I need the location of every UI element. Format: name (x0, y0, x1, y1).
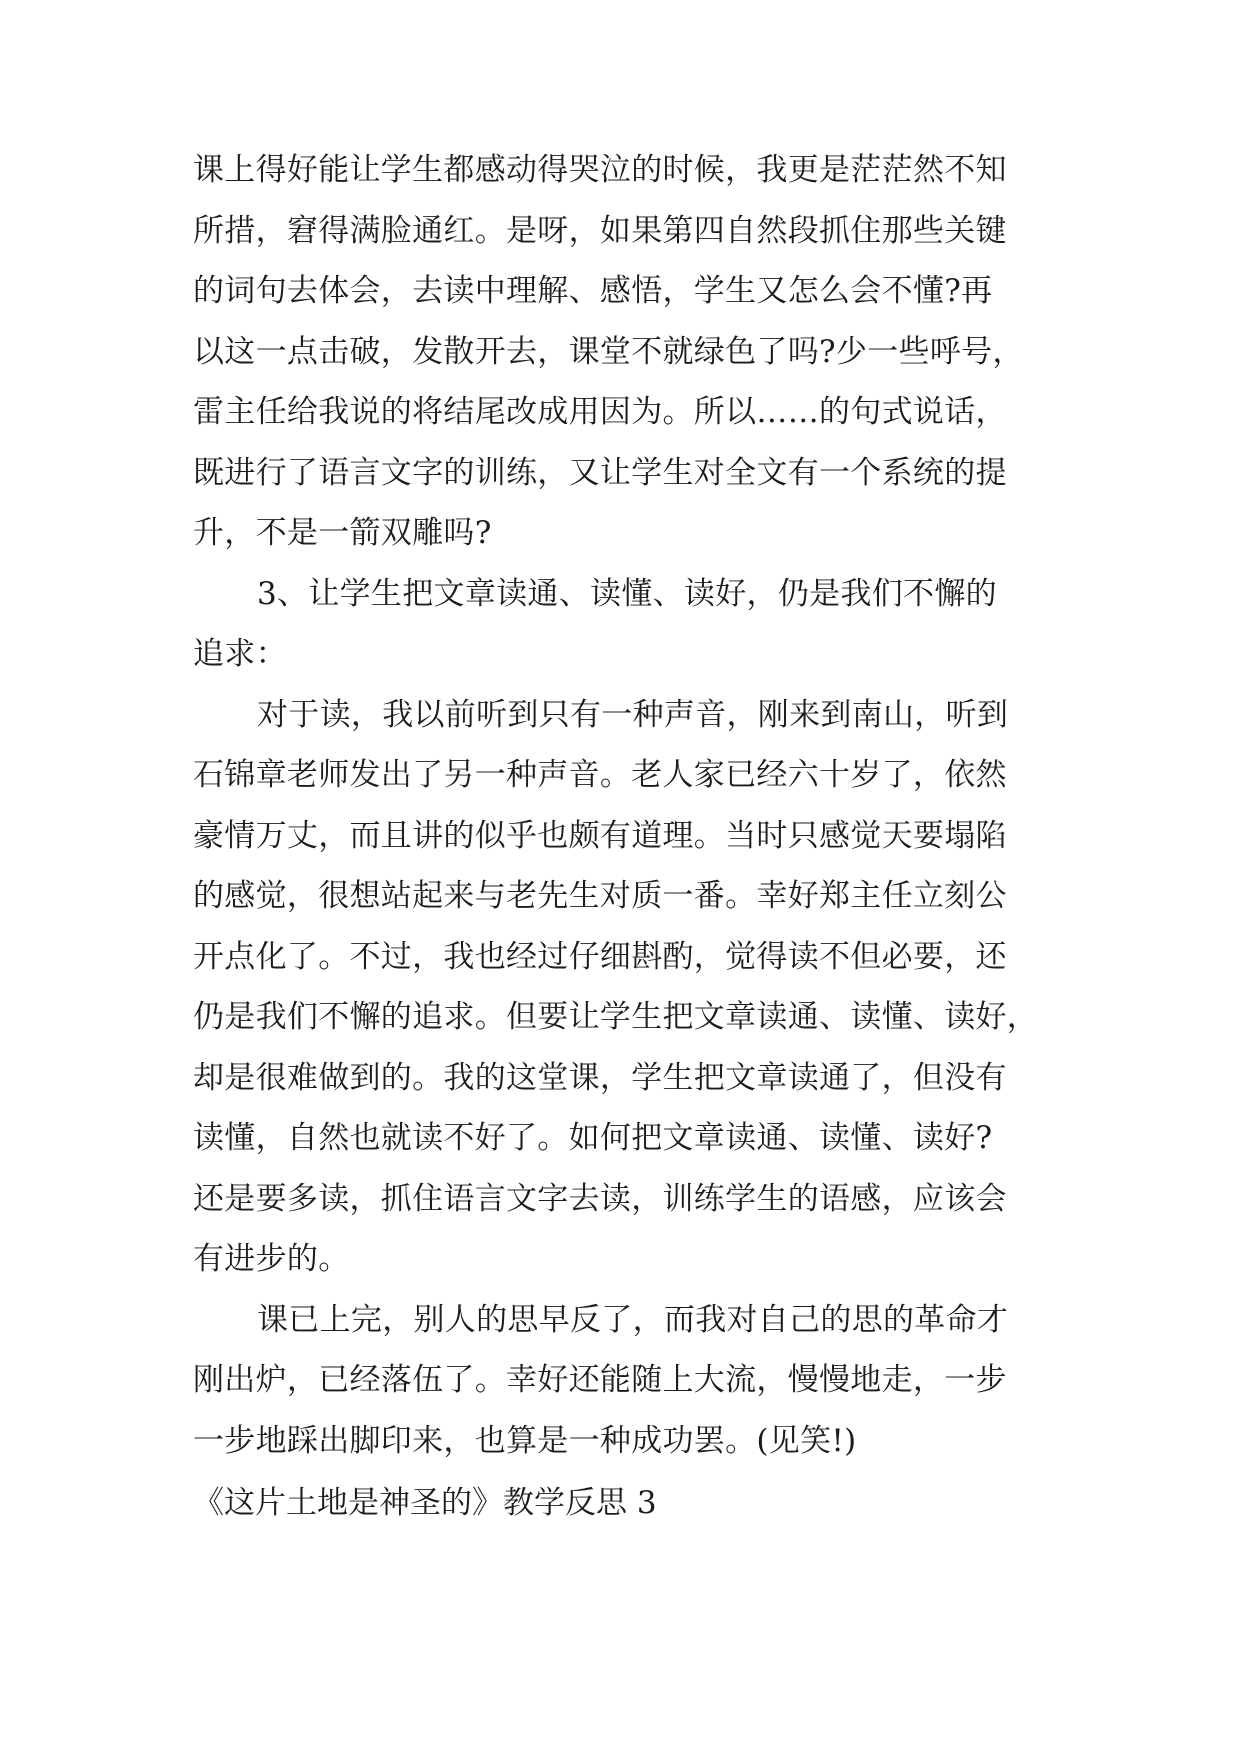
text-line: 开点化了。不过，我也经过仔细斟酌，觉得读不但必要，还 (193, 938, 1007, 975)
text-line: 石锦章老师发出了另一种声音。老人家已经六十岁了，依然 (193, 757, 1007, 793)
text-line: 还是要多读，抓住语言文字去读，训练学生的语感，应该会 (193, 1180, 1007, 1217)
text-line: 豪情万丈，而且讲的似乎也颇有道理。当时只感觉天要塌陷 (193, 817, 1007, 854)
text-line: 有进步的。 (193, 1241, 350, 1277)
text-line: 读懂，自然也就读不好了。如何把文章读通、读懂、读好? (193, 1120, 993, 1156)
text-line: 刚出炉，已经落伍了。幸好还能随上大流，慢慢地走，一步 (193, 1362, 1007, 1398)
text-line: 仍是我们不懈的追求。但要让学生把文章读通、读懂、读好， (193, 999, 1039, 1035)
paragraph (193, 564, 1053, 685)
text-line: 雷主任给我说的将结尾改成用因为。所以……的句式说话， (193, 394, 1007, 430)
text-line: 课已上完，别人的思早反了，而我对自己的思的革命才 (257, 1301, 1009, 1338)
paragraph (193, 685, 1053, 1290)
document-body (193, 140, 1053, 1471)
text-line: 一步地踩出脚印来，也算是一种成功罢。(见笑!) (193, 1422, 857, 1459)
text-line: 的感觉，很想站起来与老先生对质一番。幸好郑主任立刻公 (193, 878, 1007, 914)
text-line: 以这一点击破，发散开去，课堂不就绿色了吗?少一些呼号， (193, 333, 1024, 370)
section-heading: 《这片土地是神圣的》教学反思 3 (193, 1485, 657, 1521)
paragraph (193, 1290, 1053, 1472)
text-line: 的词句去体会，去读中理解、感悟，学生又怎么会不懂?再 (193, 273, 993, 309)
paragraph (193, 140, 1053, 564)
text-line: 对于读，我以前听到只有一种声音，刚来到南山，听到 (257, 696, 1009, 733)
text-line: 所措，窘得满脸通红。是呀，如果第四自然段抓住那些关键 (193, 212, 1007, 249)
text-line: 既进行了语言文字的训练，又让学生对全文有一个系统的提 (193, 454, 1007, 491)
text-line: 3、让学生把文章读通、读懂、读好，仍是我们不懈的 (257, 575, 997, 612)
text-line: 却是很难做到的。我的这堂课，学生把文章读通了，但没有 (193, 1059, 1007, 1096)
text-line: 课上得好能让学生都感动得哭泣的时候，我更是茫茫然不知 (193, 152, 1007, 188)
text-line: 升，不是一箭双雕吗? (193, 515, 492, 551)
text-line: 追求： (193, 636, 287, 672)
